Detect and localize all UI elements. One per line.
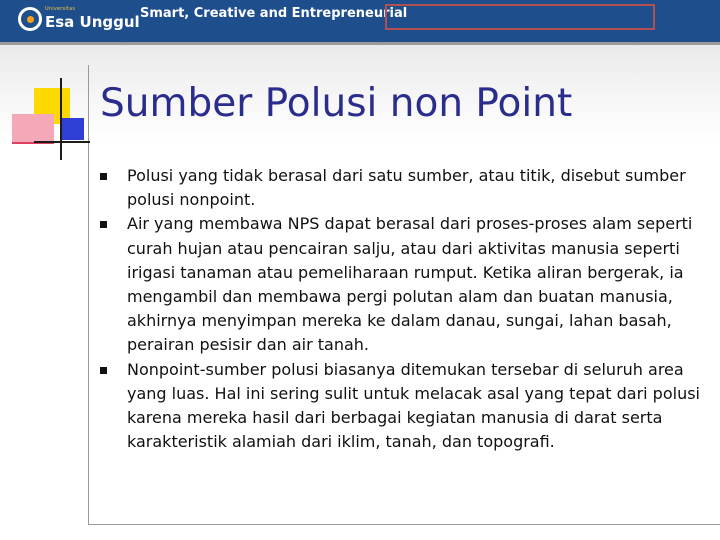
header-bar: [0, 0, 720, 45]
bullet-item: [98, 358, 710, 455]
bullet-list: [98, 164, 710, 454]
decorative-horizontal-line: [34, 141, 90, 143]
decorative-blue-square: [62, 118, 84, 140]
slide-title: Sumber Polusi non Point: [100, 81, 573, 126]
logo-text: Esa Unggul: [45, 13, 140, 31]
university-logo: [18, 6, 140, 36]
decorative-vertical-line: [60, 78, 62, 160]
bullet-text: Nonpoint-sumber polusi biasanya ditemukan tersebar di seluruh area yang luas. Hal ini sering sulit untuk melacak asal yang tepat dari polusi karena mereka hasil dari berbagai kegiatan manusia di darat serta karakteristik alamiah dari iklim, tanah, dan topografi.: [127, 359, 700, 452]
logo-small-text: Universitas: [45, 6, 76, 12]
logo-mark-icon: [18, 7, 42, 31]
bullet-item: [98, 212, 710, 357]
frame-bottom-line: [88, 524, 720, 525]
bullet-text: Polusi yang tidak berasal dari satu sumber, atau titik, disebut sumber polusi nonpoint.: [127, 166, 686, 210]
bullet-item: [98, 164, 710, 212]
decorative-pink-square: [12, 114, 54, 144]
tagline: Smart, Creative and Entrepreneurial: [140, 6, 408, 21]
square-bullet-icon: [100, 367, 107, 374]
header-decorative-box: [385, 4, 655, 30]
square-bullet-icon: [100, 173, 107, 180]
frame-left-line: [88, 65, 89, 525]
square-bullet-icon: [100, 221, 107, 228]
bullet-text: Air yang membawa NPS dapat berasal dari proses-proses alam seperti curah hujan atau pencairan salju, atau dari aktivitas manusia seperti irigasi tanaman atau pemeliharaan rumput. Ketika aliran bergerak, ia mengambil dan membawa pergi polutan alam dan buatan manusia, akhirnya menyimpan mereka ke dalam danau, sungai, lahan basah, perairan pesisir dan air tanah.: [127, 214, 693, 355]
